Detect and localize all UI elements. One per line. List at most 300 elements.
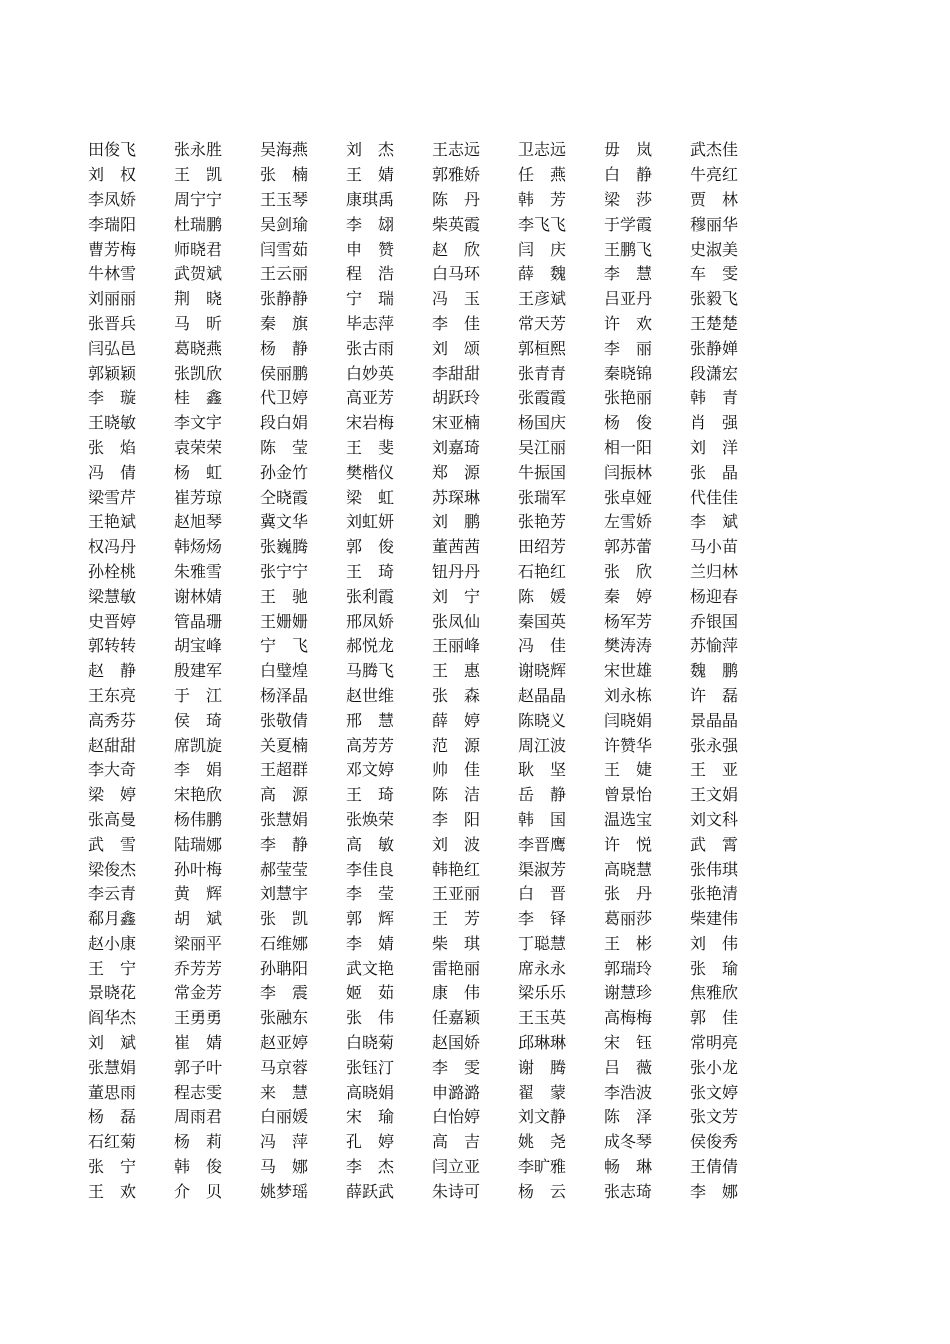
name-row	[88, 1179, 768, 1204]
name-cell: 张 楠	[260, 165, 309, 185]
name-cell: 李 婧	[346, 933, 395, 953]
name-cell: 姬 茹	[346, 983, 395, 1003]
name-cell: 杨伟鹏	[174, 809, 223, 829]
name-cell: 王丽峰	[432, 636, 481, 656]
name-cell: 王艳斌	[88, 512, 137, 532]
name-cell: 王鹏飞	[604, 239, 653, 259]
name-row	[88, 485, 768, 510]
name-cell: 肖 强	[690, 413, 739, 433]
name-cell: 周雨君	[174, 1107, 223, 1127]
name-cell: 高 吉	[432, 1132, 481, 1152]
name-cell: 李浩波	[604, 1082, 653, 1102]
name-cell: 王晓敏	[88, 413, 137, 433]
name-cell: 桂 鑫	[174, 388, 223, 408]
name-cell: 吕亚丹	[604, 289, 653, 309]
name-cell: 王 宁	[88, 958, 137, 978]
name-cell: 李飞飞	[518, 214, 567, 234]
name-cell: 杨 云	[518, 1181, 567, 1201]
name-cell: 王楚楚	[690, 313, 739, 333]
name-cell: 钮丹丹	[432, 561, 481, 581]
name-cell: 张慧娟	[88, 1057, 137, 1077]
name-cell: 毕志萍	[346, 313, 395, 333]
name-cell: 陈 泽	[604, 1107, 653, 1127]
name-cell: 宋岩梅	[346, 413, 395, 433]
name-cell: 武杰佳	[690, 140, 739, 160]
name-cell: 秦 旗	[260, 313, 309, 333]
name-cell: 武 霄	[690, 834, 739, 854]
name-cell: 张宁宁	[260, 561, 309, 581]
name-cell: 王玉英	[518, 1008, 567, 1028]
name-cell: 李 莹	[346, 884, 395, 904]
name-cell: 管晶珊	[174, 611, 223, 631]
name-cell: 杜瑞鹏	[174, 214, 223, 234]
name-row	[88, 312, 768, 337]
name-cell: 郭瑞玲	[604, 958, 653, 978]
name-cell: 王 彬	[604, 933, 653, 953]
name-cell: 李瑞阳	[88, 214, 137, 234]
name-cell: 张青青	[518, 363, 567, 383]
name-cell: 李 杰	[346, 1157, 395, 1177]
name-cell: 侯俊秀	[690, 1132, 739, 1152]
name-cell: 景晶晶	[690, 710, 739, 730]
name-row	[88, 684, 768, 709]
name-cell: 闫晓娟	[604, 710, 653, 730]
name-cell: 王 凯	[174, 165, 223, 185]
name-cell: 李甜甜	[432, 363, 481, 383]
name-cell: 张慧娟	[260, 809, 309, 829]
name-row	[88, 138, 768, 163]
name-cell: 宋世雄	[604, 661, 653, 681]
name-cell: 白 静	[604, 165, 653, 185]
name-cell: 高晓慧	[604, 859, 653, 879]
name-cell: 王 亚	[690, 760, 739, 780]
name-cell: 郭 佳	[690, 1008, 739, 1028]
name-cell: 李 斌	[690, 512, 739, 532]
name-cell: 李 丽	[604, 338, 653, 358]
name-row	[88, 411, 768, 436]
name-cell: 岳 静	[518, 785, 567, 805]
name-cell: 马小苗	[690, 537, 739, 557]
name-cell: 左雪娇	[604, 512, 653, 532]
name-row	[88, 956, 768, 981]
name-row	[88, 262, 768, 287]
name-cell: 张 伟	[346, 1008, 395, 1028]
name-cell: 于学霞	[604, 214, 653, 234]
name-cell: 任 燕	[518, 165, 567, 185]
name-row	[88, 981, 768, 1006]
name-cell: 冯 倩	[88, 462, 137, 482]
name-cell: 景晓花	[88, 983, 137, 1003]
name-row	[88, 535, 768, 560]
name-cell: 赵国娇	[432, 1033, 481, 1053]
name-row	[88, 510, 768, 535]
name-cell: 赵甜甜	[88, 735, 137, 755]
name-cell: 李云青	[88, 884, 137, 904]
name-cell: 白怡婷	[432, 1107, 481, 1127]
name-row	[88, 1155, 768, 1180]
name-cell: 陆瑞娜	[174, 834, 223, 854]
name-cell: 刘 权	[88, 165, 137, 185]
name-cell: 张静静	[260, 289, 309, 309]
name-cell: 张凤仙	[432, 611, 481, 631]
name-cell: 耿 坚	[518, 760, 567, 780]
name-cell: 梁 虹	[346, 487, 395, 507]
name-cell: 白璧煌	[260, 661, 309, 681]
name-cell: 王彦斌	[518, 289, 567, 309]
name-cell: 樊涛涛	[604, 636, 653, 656]
name-cell: 席凯旋	[174, 735, 223, 755]
name-row	[88, 609, 768, 634]
name-cell: 关夏楠	[260, 735, 309, 755]
name-row	[88, 1006, 768, 1031]
name-cell: 樊楷仪	[346, 462, 395, 482]
name-list-grid	[88, 138, 768, 1204]
name-cell: 杨军芳	[604, 611, 653, 631]
name-cell: 权冯丹	[88, 537, 137, 557]
name-cell: 秦国英	[518, 611, 567, 631]
name-cell: 丁聪慧	[518, 933, 567, 953]
name-cell: 董茜茜	[432, 537, 481, 557]
name-cell: 荆 晓	[174, 289, 223, 309]
name-cell: 张高曼	[88, 809, 137, 829]
name-cell: 渠淑芳	[518, 859, 567, 879]
name-cell: 梁丽平	[174, 933, 223, 953]
name-cell: 刘嘉琦	[432, 437, 481, 457]
name-cell: 李旷雅	[518, 1157, 567, 1177]
name-cell: 姚梦瑶	[260, 1181, 309, 1201]
name-cell: 李 雯	[432, 1057, 481, 1077]
name-cell: 李 铎	[518, 909, 567, 929]
name-cell: 常明亮	[690, 1033, 739, 1053]
name-cell: 张文婷	[690, 1082, 739, 1102]
name-cell: 许赞华	[604, 735, 653, 755]
name-cell: 韩 国	[518, 809, 567, 829]
name-cell: 马 昕	[174, 313, 223, 333]
name-cell: 陈 丹	[432, 189, 481, 209]
name-cell: 李 璇	[88, 388, 137, 408]
name-cell: 刘永栋	[604, 685, 653, 705]
name-cell: 冯 玉	[432, 289, 481, 309]
name-cell: 成冬琴	[604, 1132, 653, 1152]
name-cell: 张晋兵	[88, 313, 137, 333]
name-row	[88, 163, 768, 188]
name-cell: 卫志远	[518, 140, 567, 160]
name-cell: 李文宇	[174, 413, 223, 433]
name-cell: 常金芳	[174, 983, 223, 1003]
name-cell: 刘 斌	[88, 1033, 137, 1053]
name-cell: 闫振林	[604, 462, 653, 482]
name-cell: 杨 莉	[174, 1132, 223, 1152]
name-cell: 张焕荣	[346, 809, 395, 829]
name-cell: 吴剑瑜	[260, 214, 309, 234]
name-cell: 刘虹妍	[346, 512, 395, 532]
name-cell: 韩炀炀	[174, 537, 223, 557]
name-cell: 李 佳	[432, 313, 481, 333]
name-cell: 宋 钰	[604, 1033, 653, 1053]
name-cell: 李 娟	[174, 760, 223, 780]
name-cell: 张 瑜	[690, 958, 739, 978]
name-cell: 闫雪茹	[260, 239, 309, 259]
name-cell: 张凯欣	[174, 363, 223, 383]
name-cell: 张文芳	[690, 1107, 739, 1127]
name-cell: 梁雪芹	[88, 487, 137, 507]
name-cell: 仝晓霞	[260, 487, 309, 507]
name-row	[88, 1031, 768, 1056]
name-cell: 史晋婷	[88, 611, 137, 631]
name-cell: 郝莹莹	[260, 859, 309, 879]
name-cell: 段潇宏	[690, 363, 739, 383]
name-cell: 张静婵	[690, 338, 739, 358]
name-row	[88, 758, 768, 783]
name-cell: 张 焰	[88, 437, 137, 457]
name-cell: 刘 颂	[432, 338, 481, 358]
name-cell: 刘 杰	[346, 140, 395, 160]
name-cell: 韩 俊	[174, 1157, 223, 1177]
name-cell: 苏愉萍	[690, 636, 739, 656]
name-cell: 相一阳	[604, 437, 653, 457]
name-cell: 牛振国	[518, 462, 567, 482]
name-cell: 张志琦	[604, 1181, 653, 1201]
name-cell: 刘文静	[518, 1107, 567, 1127]
name-cell: 雷艳丽	[432, 958, 481, 978]
name-cell: 车 雯	[690, 264, 739, 284]
name-cell: 张霞霞	[518, 388, 567, 408]
name-cell: 贾 林	[690, 189, 739, 209]
name-cell: 石维娜	[260, 933, 309, 953]
name-cell: 周宁宁	[174, 189, 223, 209]
name-cell: 殷建军	[174, 661, 223, 681]
name-cell: 孙栓桃	[88, 561, 137, 581]
name-cell: 代佳佳	[690, 487, 739, 507]
name-cell: 刘 波	[432, 834, 481, 854]
name-cell: 张融东	[260, 1008, 309, 1028]
name-cell: 邢凤娇	[346, 611, 395, 631]
name-row	[88, 361, 768, 386]
name-cell: 许 磊	[690, 685, 739, 705]
name-cell: 刘 洋	[690, 437, 739, 457]
name-cell: 王勇勇	[174, 1008, 223, 1028]
name-cell: 侯丽鹏	[260, 363, 309, 383]
name-row	[88, 460, 768, 485]
name-cell: 刘 伟	[690, 933, 739, 953]
name-cell: 冯 佳	[518, 636, 567, 656]
name-cell: 谢晓辉	[518, 661, 567, 681]
name-row	[88, 336, 768, 361]
name-cell: 张古雨	[346, 338, 395, 358]
name-cell: 张 晶	[690, 462, 739, 482]
name-cell: 石红菊	[88, 1132, 137, 1152]
name-cell: 李凤娇	[88, 189, 137, 209]
name-cell: 梁慧敏	[88, 586, 137, 606]
name-cell: 王 婕	[604, 760, 653, 780]
name-cell: 李 阳	[432, 809, 481, 829]
name-cell: 刘 鹏	[432, 512, 481, 532]
name-cell: 许 悦	[604, 834, 653, 854]
name-cell: 李佳良	[346, 859, 395, 879]
name-cell: 于 江	[174, 685, 223, 705]
name-cell: 梁 莎	[604, 189, 653, 209]
name-cell: 张毅飞	[690, 289, 739, 309]
name-cell: 张瑞军	[518, 487, 567, 507]
name-cell: 王 欢	[88, 1181, 137, 1201]
name-cell: 秦 婷	[604, 586, 653, 606]
name-cell: 刘文科	[690, 809, 739, 829]
name-cell: 赵小康	[88, 933, 137, 953]
name-cell: 胡宝峰	[174, 636, 223, 656]
name-cell: 赵晶晶	[518, 685, 567, 705]
name-cell: 董思雨	[88, 1082, 137, 1102]
name-cell: 葛晓燕	[174, 338, 223, 358]
name-cell: 张艳芳	[518, 512, 567, 532]
name-cell: 邢 慧	[346, 710, 395, 730]
name-cell: 张利霞	[346, 586, 395, 606]
name-cell: 毋 岚	[604, 140, 653, 160]
name-cell: 程志雯	[174, 1082, 223, 1102]
name-cell: 高 敏	[346, 834, 395, 854]
name-cell: 郭子叶	[174, 1057, 223, 1077]
name-row	[88, 808, 768, 833]
name-cell: 薛 魏	[518, 264, 567, 284]
name-cell: 李 娜	[690, 1181, 739, 1201]
name-row	[88, 386, 768, 411]
name-cell: 郭 辉	[346, 909, 395, 929]
name-cell: 高秀芬	[88, 710, 137, 730]
name-cell: 白晓菊	[346, 1033, 395, 1053]
name-cell: 来 慧	[260, 1082, 309, 1102]
name-cell: 李 震	[260, 983, 309, 1003]
name-cell: 张永强	[690, 735, 739, 755]
name-cell: 畅 琳	[604, 1157, 653, 1177]
name-cell: 陈 莹	[260, 437, 309, 457]
name-cell: 李大奇	[88, 760, 137, 780]
name-cell: 乔芳芳	[174, 958, 223, 978]
name-cell: 郝悦龙	[346, 636, 395, 656]
name-cell: 郭雅娇	[432, 165, 481, 185]
name-cell: 杨 静	[260, 338, 309, 358]
name-cell: 代卫婷	[260, 388, 309, 408]
name-cell: 陈晓义	[518, 710, 567, 730]
name-cell: 刘 宁	[432, 586, 481, 606]
name-row	[88, 907, 768, 932]
name-cell: 崔芳琼	[174, 487, 223, 507]
name-cell: 张永胜	[174, 140, 223, 160]
name-cell: 冀文华	[260, 512, 309, 532]
name-cell: 薛 婷	[432, 710, 481, 730]
name-cell: 赵 静	[88, 661, 137, 681]
name-cell: 王志远	[432, 140, 481, 160]
name-cell: 王倩倩	[690, 1157, 739, 1177]
name-cell: 赵旭琴	[174, 512, 223, 532]
name-cell: 白丽媛	[260, 1107, 309, 1127]
name-cell: 梁乐乐	[518, 983, 567, 1003]
name-cell: 梁俊杰	[88, 859, 137, 879]
name-row	[88, 1105, 768, 1130]
name-cell: 邱琳琳	[518, 1033, 567, 1053]
name-cell: 宋亚楠	[432, 413, 481, 433]
name-cell: 穆丽华	[690, 214, 739, 234]
name-row	[88, 659, 768, 684]
name-cell: 侯 琦	[174, 710, 223, 730]
name-row	[88, 1055, 768, 1080]
name-cell: 胡 斌	[174, 909, 223, 929]
name-cell: 杨泽晶	[260, 685, 309, 705]
name-cell: 宋 瑜	[346, 1107, 395, 1127]
name-cell: 康琪禹	[346, 189, 395, 209]
name-cell: 吕 薇	[604, 1057, 653, 1077]
name-cell: 乔银国	[690, 611, 739, 631]
name-cell: 郭苏蕾	[604, 537, 653, 557]
name-cell: 周江波	[518, 735, 567, 755]
name-cell: 孙聃阳	[260, 958, 309, 978]
name-cell: 谢林婧	[174, 586, 223, 606]
name-row	[88, 584, 768, 609]
name-cell: 张敬倩	[260, 710, 309, 730]
name-cell: 常天芳	[518, 313, 567, 333]
name-cell: 介 贝	[174, 1181, 223, 1201]
name-cell: 程 浩	[346, 264, 395, 284]
name-row	[88, 560, 768, 585]
name-cell: 郑 源	[432, 462, 481, 482]
name-cell: 谢 腾	[518, 1057, 567, 1077]
name-cell: 黄 辉	[174, 884, 223, 904]
name-cell: 张钰汀	[346, 1057, 395, 1077]
name-cell: 范 源	[432, 735, 481, 755]
name-cell: 邓文婷	[346, 760, 395, 780]
name-cell: 高梅梅	[604, 1008, 653, 1028]
name-row	[88, 1130, 768, 1155]
name-cell: 袁荣荣	[174, 437, 223, 457]
name-cell: 冯 萍	[260, 1132, 309, 1152]
name-cell: 王东亮	[88, 685, 137, 705]
name-cell: 郗月鑫	[88, 909, 137, 929]
name-cell: 郭颖颖	[88, 363, 137, 383]
name-cell: 柴建伟	[690, 909, 739, 929]
name-row	[88, 436, 768, 461]
name-row	[88, 832, 768, 857]
name-cell: 吴江丽	[518, 437, 567, 457]
name-cell: 闫弘邑	[88, 338, 137, 358]
name-cell: 刘慧宇	[260, 884, 309, 904]
name-cell: 郭转转	[88, 636, 137, 656]
name-cell: 李晋鹰	[518, 834, 567, 854]
name-cell: 朱诗可	[432, 1181, 481, 1201]
name-cell: 宋艳欣	[174, 785, 223, 805]
name-cell: 马京蓉	[260, 1057, 309, 1077]
name-cell: 王 芳	[432, 909, 481, 929]
name-cell: 田俊飞	[88, 140, 137, 160]
name-cell: 段白娟	[260, 413, 309, 433]
name-cell: 姚 尧	[518, 1132, 567, 1152]
name-cell: 朱雅雪	[174, 561, 223, 581]
name-cell: 郭桓熙	[518, 338, 567, 358]
name-cell: 柴 琪	[432, 933, 481, 953]
name-cell: 陈 媛	[518, 586, 567, 606]
name-cell: 孙金竹	[260, 462, 309, 482]
name-row	[88, 932, 768, 957]
name-cell: 高 源	[260, 785, 309, 805]
name-cell: 张小龙	[690, 1057, 739, 1077]
name-cell: 杨 磊	[88, 1107, 137, 1127]
name-cell: 王亚丽	[432, 884, 481, 904]
name-cell: 孙叶梅	[174, 859, 223, 879]
name-cell: 张伟琪	[690, 859, 739, 879]
name-cell: 刘丽丽	[88, 289, 137, 309]
name-cell: 田绍芳	[518, 537, 567, 557]
name-cell: 杨迎春	[690, 586, 739, 606]
name-cell: 高芳芳	[346, 735, 395, 755]
name-cell: 李 慧	[604, 264, 653, 284]
name-row	[88, 188, 768, 213]
